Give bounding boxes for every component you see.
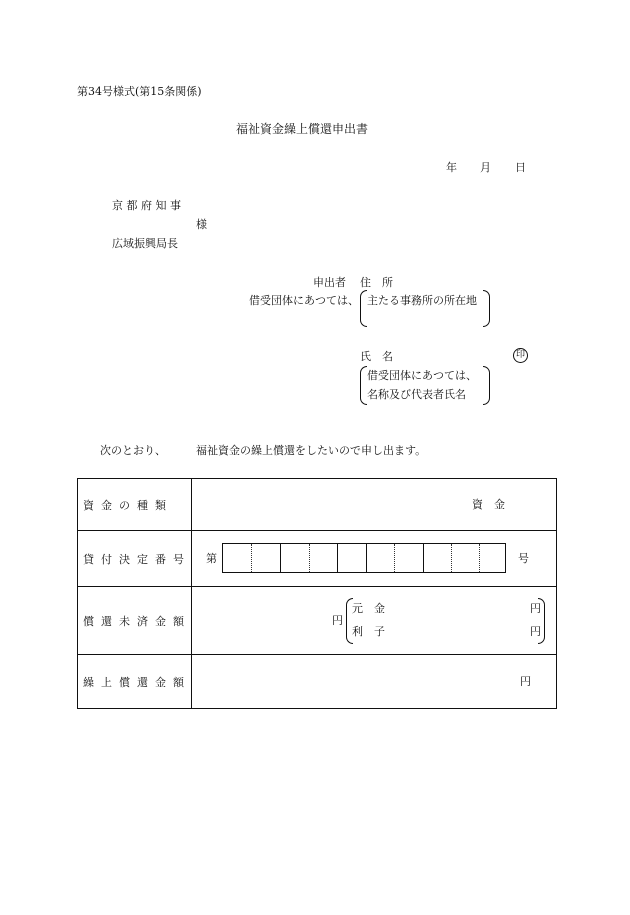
table-row-loan-number — [78, 531, 557, 587]
unpaid-amount-cell[interactable] — [192, 587, 557, 655]
org-address-note: 主たる事務所の所在地 — [367, 294, 477, 307]
fund-type-cell[interactable] — [192, 479, 557, 531]
early-repayment-label: 繰上償還金額 — [78, 655, 192, 709]
address-bracket-left — [360, 290, 367, 327]
addressee-honorific: 様 — [196, 218, 207, 231]
date-day-label: 日 — [515, 161, 526, 174]
unpaid-total-yen: 円 — [332, 614, 343, 627]
loan-number-cell[interactable] — [192, 531, 557, 587]
date-month-label: 月 — [480, 161, 491, 174]
addressee-bureau-chief: 広域振興局長 — [112, 237, 178, 250]
seal-mark: 印 — [513, 348, 528, 363]
table-row-fund-type — [78, 479, 557, 531]
early-repayment-yen: 円 — [520, 675, 531, 688]
org-prefix-text: 借受団体にあつては、 — [249, 294, 359, 307]
name-note-line2: 名称及び代表者氏名 — [367, 388, 466, 401]
name-note-line1: 借受団体にあつては、 — [367, 369, 477, 382]
principal-yen: 円 — [530, 602, 541, 615]
name-label: 氏 名 — [360, 350, 393, 363]
table-row-early-repayment — [78, 655, 557, 709]
statement-body: 福祉資金の繰上償還をしたいので申し出ます。 — [196, 444, 427, 457]
document-title: 福祉資金繰上償還申出書 — [236, 122, 369, 136]
address-bracket-right — [483, 290, 490, 327]
unpaid-amount-label: 償還未済金額 — [78, 587, 192, 655]
interest-yen: 円 — [530, 625, 541, 638]
fund-type-suffix: 資 金 — [472, 498, 505, 511]
loan-number-label: 貸付決定番号 — [78, 531, 192, 587]
principal-label: 元 金 — [352, 602, 385, 615]
address-label: 住 所 — [360, 276, 393, 289]
loan-number-prefix: 第 — [206, 552, 217, 565]
addressee-governor: 京 都 府 知 事 — [112, 199, 181, 212]
name-bracket-left — [360, 366, 367, 405]
fund-type-label: 資金の種類 — [78, 479, 192, 531]
loan-number-suffix: 号 — [518, 552, 529, 565]
interest-label: 利 子 — [352, 625, 385, 638]
date-year-label: 年 — [446, 161, 457, 174]
statement-lead: 次のとおり、 — [100, 444, 166, 457]
form-number: 第34号様式(第15条関係) — [77, 85, 202, 98]
table-row-unpaid-amount — [78, 587, 557, 655]
applicant-heading: 申出者 — [313, 276, 346, 289]
application-table — [77, 478, 557, 709]
name-bracket-right — [483, 366, 490, 405]
early-repayment-cell[interactable] — [192, 655, 557, 709]
loan-number-digit-boxes[interactable] — [222, 543, 506, 573]
